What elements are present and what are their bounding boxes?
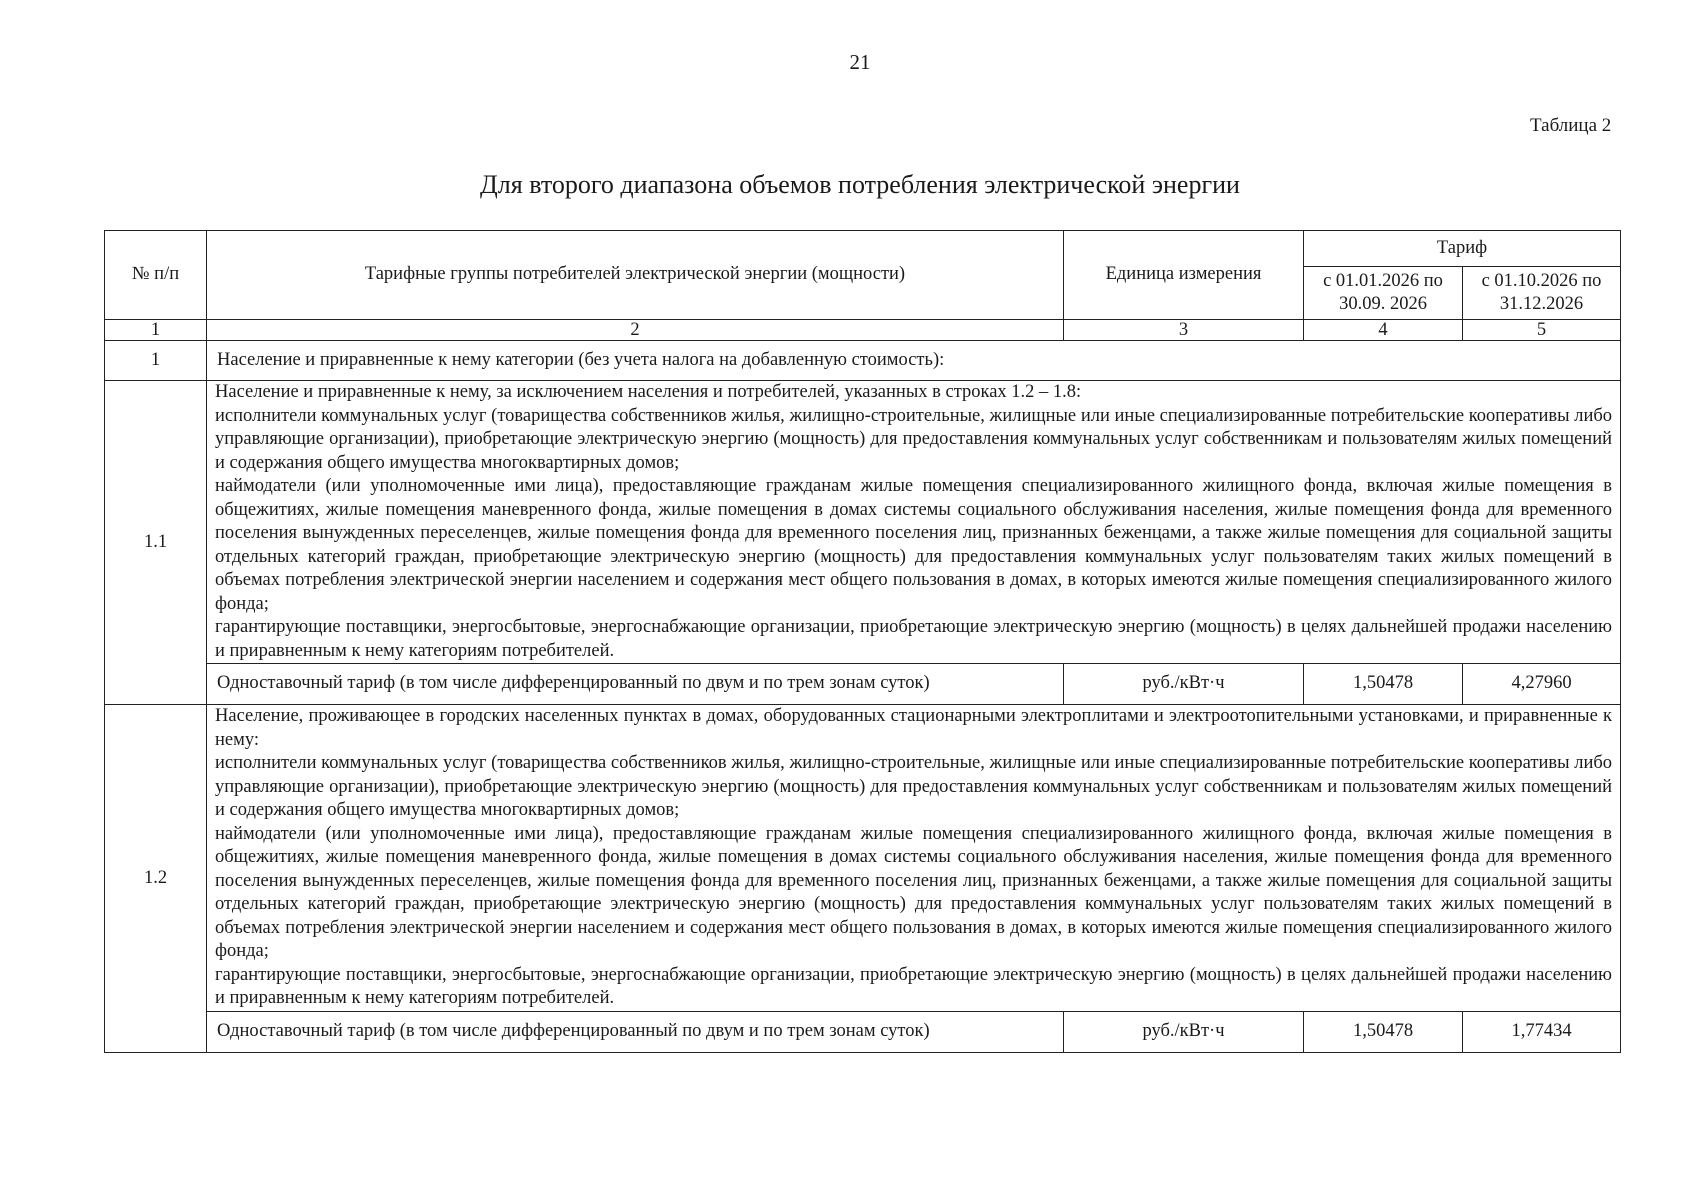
header-period-1: с 01.01.2026 по 30.09. 2026 bbox=[1304, 267, 1463, 320]
tariff-name: Одноставочный тариф (в том числе дифференцированный по двум и по трем зонам суток) bbox=[207, 1011, 1064, 1052]
document-title: Для второго диапазона объемов потребления электрической энергии bbox=[480, 170, 1240, 199]
tariff-value-period-1: 1,50478 bbox=[1304, 664, 1463, 705]
tariff-unit: руб./кВт·ч bbox=[1064, 1011, 1304, 1052]
header-num: № п/п bbox=[105, 231, 207, 320]
table-row bbox=[105, 705, 1621, 1012]
category-num: 1 bbox=[105, 341, 207, 381]
column-number: 1 bbox=[105, 320, 207, 341]
description-line: гарантирующие поставщики, энергосбытовые, энергоснабжающие организации, приобретающие электрическую энергию (мощность) в целях дальнейшей продажи населению и приравненным к нему категориям потребителей. bbox=[215, 617, 1613, 661]
row-description bbox=[207, 381, 1621, 664]
description-line: Население и приравненные к нему, за исключением населения и потребителей, указанных в строках 1.2 – 1.8: bbox=[215, 382, 1082, 402]
description-line: исполнители коммунальных услуг (товарищества собственников жилья, жилищно-строительные, жилищные или иные специализированные потребительские кооперативы либо управляющие организации), приобретающие электрическую энергию (мощность) для предоставления коммунальных услуг собственникам и пользователям жилых помещений и содержания общего имущества многоквартирных домов; bbox=[215, 405, 1613, 473]
tariff-name: Одноставочный тариф (в том числе дифференцированный по двум и по трем зонам суток) bbox=[207, 664, 1064, 705]
column-number: 2 bbox=[207, 320, 1064, 341]
column-number: 5 bbox=[1463, 320, 1621, 341]
description-line: Население, проживающее в городских населенных пунктах в домах, оборудованных стационарными электроплитами и электроотопительными установками, и приравненные к нему: bbox=[215, 706, 1613, 750]
page-number: 21 bbox=[849, 50, 871, 74]
header-groups: Тарифные группы потребителей электрической энергии (мощности) bbox=[207, 231, 1064, 320]
header-unit: Единица измерения bbox=[1064, 231, 1304, 320]
row-description bbox=[207, 705, 1621, 1012]
tariff-row bbox=[105, 664, 1621, 705]
category-row bbox=[105, 341, 1621, 381]
category-text: Население и приравненные к нему категории (без учета налога на добавленную стоимость): bbox=[207, 341, 1621, 381]
tariff-row bbox=[105, 1011, 1621, 1052]
header-tariff: Тариф bbox=[1304, 231, 1621, 267]
description-line: наймодатели (или уполномоченные ими лица), предоставляющие гражданам жилые помещения специализированного жилищного фонда, включая жилые помещения в общежитиях, жилые помещения маневренного фонда, жилые помещения в домах системы социального обслуживания населения, жилые помещения фонда для временного поселения вынужденных переселенцев, жилые помещения фонда для временного поселения лиц, признанных беженцами, а также жилые помещения для социальной защиты отдельных категорий граждан, приобретающие электрическую энергию (мощность) для предоставления коммунальных услуг пользователям таких жилых помещений в объемах потребления электрической энергии населением и содержания мест общего пользования в домах, в которых имеются жилые помещения специализированного жилого фонда; bbox=[215, 823, 1613, 961]
description-line: наймодатели (или уполномоченные ими лица), предоставляющие гражданам жилые помещения специализированного жилищного фонда, включая жилые помещения в общежитиях, жилые помещения маневренного фонда, жилые помещения в домах системы социального обслуживания населения, жилые помещения фонда для временного поселения вынужденных переселенцев, жилые помещения фонда для временного поселения лиц, признанных беженцами, а также жилые помещения для социальной защиты отдельных категорий граждан, приобретающие электрическую энергию (мощность) для предоставления коммунальных услуг пользователям таких жилых помещений в объемах потребления электрической энергии населением и содержания мест общего пользования в домах, в которых имеются жилые помещения специализированного жилого фонда; bbox=[215, 476, 1613, 614]
column-number: 4 bbox=[1304, 320, 1463, 341]
description-line: гарантирующие поставщики, энергосбытовые, энергоснабжающие организации, приобретающие электрическую энергию (мощность) в целях дальнейшей продажи населению и приравненным к нему категориям потребителей. bbox=[215, 964, 1613, 1008]
column-number-row bbox=[105, 320, 1621, 341]
table-row bbox=[105, 381, 1621, 664]
tariff-value-period-2: 4,27960 bbox=[1463, 664, 1621, 705]
column-number: 3 bbox=[1064, 320, 1304, 341]
header-period-2: с 01.10.2026 по 31.12.2026 bbox=[1463, 267, 1621, 320]
row-num: 1.2 bbox=[105, 705, 207, 1053]
tariff-unit: руб./кВт·ч bbox=[1064, 664, 1304, 705]
row-num: 1.1 bbox=[105, 381, 207, 705]
tariff-value-period-2: 1,77434 bbox=[1463, 1011, 1621, 1052]
tariff-value-period-1: 1,50478 bbox=[1304, 1011, 1463, 1052]
tariff-table bbox=[104, 230, 1621, 1053]
description-line: исполнители коммунальных услуг (товарищества собственников жилья, жилищно-строительные, жилищные или иные специализированные потребительские кооперативы либо управляющие организации), приобретающие электрическую энергию (мощность) для предоставления коммунальных услуг собственникам и пользователям жилых помещений и содержания общего имущества многоквартирных домов; bbox=[215, 753, 1613, 820]
table-label: Таблица 2 bbox=[1530, 115, 1612, 136]
